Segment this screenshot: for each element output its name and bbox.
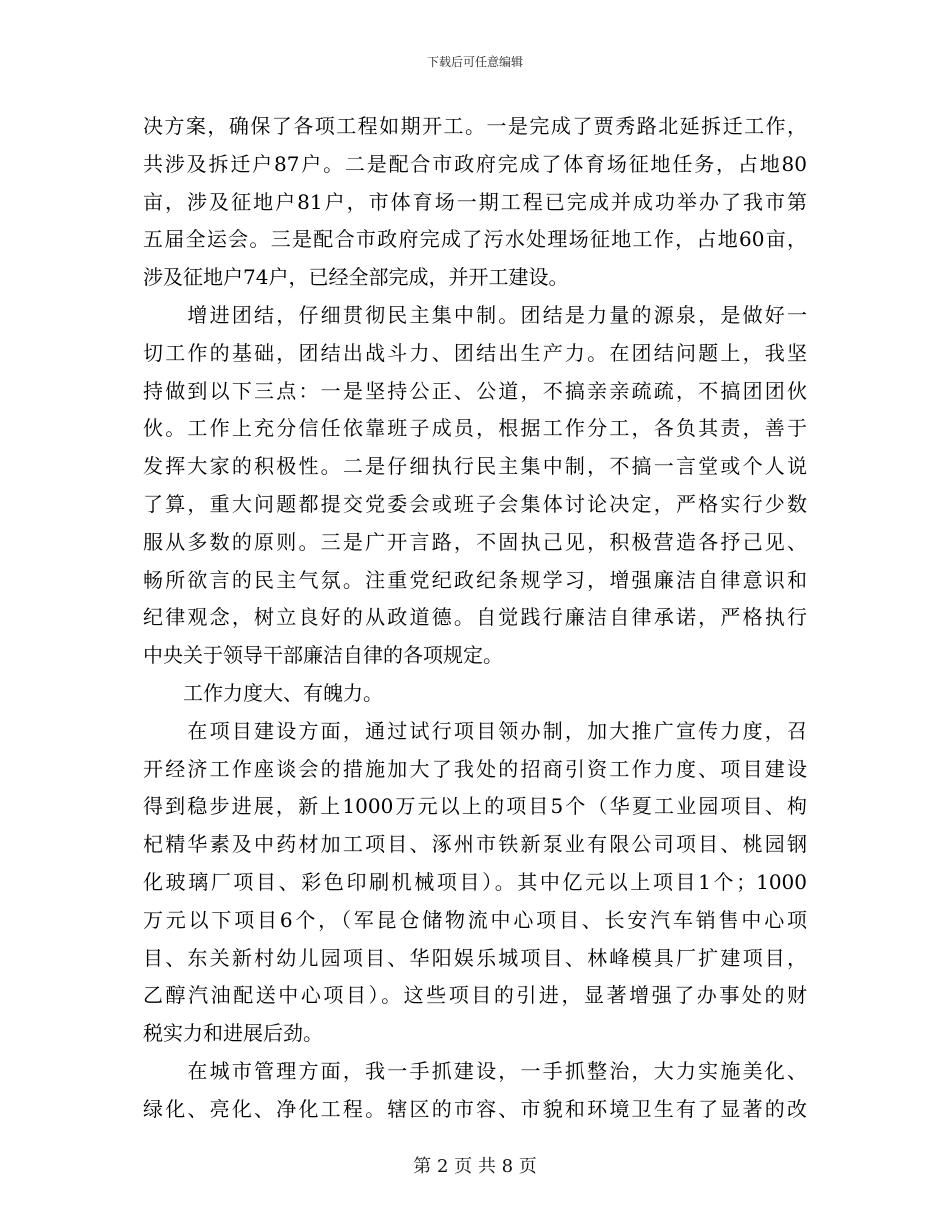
text-line: 在项目建设方面，通过试行项目领办制，加大推广宣传力度，召 bbox=[143, 718, 807, 743]
text-line: 开经济工作座谈会的措施加大了我处的招商引资工作力度、项目建设 bbox=[143, 756, 807, 781]
text-line: 服从多数的原则。三是广开言路，不固执己见，积极营造各抒己见、 bbox=[143, 529, 807, 554]
text-line: 了算，重大问题都提交党委会或班子会集体讨论决定，严格实行少数 bbox=[143, 491, 807, 516]
text-line: 乙醇汽油配送中心项目）。这些项目的引进，显著增强了办事处的财 bbox=[143, 983, 807, 1008]
text-line: 发挥大家的积极性。二是仔细执行民主集中制，不搞一言堂或个人说 bbox=[143, 454, 807, 479]
text-line: 工作力度大、有魄力。 bbox=[143, 680, 383, 705]
text-line: 切工作的基础，团结出战斗力、团结出生产力。在团结问题上，我坚 bbox=[143, 340, 807, 365]
text-line: 涉及征地户74户，已经全部完成，并开工建设。 bbox=[143, 265, 569, 290]
text-line: 畅所欲言的民主气氛。注重党纪政纪条规学习，增强廉洁自律意识和 bbox=[143, 567, 807, 592]
document-body bbox=[143, 108, 807, 1129]
text-line: 化玻璃厂项目、彩色印刷机械项目）。其中亿元以上项目1个；1000 bbox=[143, 869, 807, 894]
text-line: 万元以下项目6个，（军昆仓储物流中心项目、长安汽车销售中心项 bbox=[143, 907, 807, 932]
text-line: 决方案，确保了各项工程如期开工。一是完成了贾秀路北延拆迁工作， bbox=[143, 114, 807, 138]
text-line: 伙。工作上充分信任依靠班子成员，根据工作分工，各负其责，善于 bbox=[143, 416, 807, 441]
text-line: 增进团结，仔细贯彻民主集中制。团结是力量的源泉，是做好一 bbox=[143, 302, 807, 327]
page-number: 第 2 页 共 8 页 bbox=[413, 1156, 537, 1177]
text-line: 共涉及拆迁户87户。二是配合市政府完成了体育场征地任务，占地80 bbox=[143, 151, 807, 176]
text-line: 得到稳步进展，新上1000万元以上的项目5个（华夏工业园项目、枸 bbox=[143, 794, 807, 819]
text-line: 五届全运会。三是配合市政府完成了污水处理场征地工作，占地60亩， bbox=[143, 227, 807, 252]
text-line: 杞精华素及中药材加工项目、涿州市铁新泵业有限公司项目、桃园钢 bbox=[143, 832, 807, 857]
text-line: 持做到以下三点：一是坚持公正、公道，不搞亲亲疏疏，不搞团团伙 bbox=[143, 378, 807, 403]
page-header: 下载后可任意编辑 bbox=[426, 55, 523, 69]
text-line: 中央关于领导干部廉洁自律的各项规定。 bbox=[143, 643, 503, 668]
text-line: 亩，涉及征地户81户，市体育场一期工程已完成并成功举办了我市第 bbox=[143, 189, 807, 214]
text-line: 税实力和进展后劲。 bbox=[143, 1021, 323, 1046]
text-line: 在城市管理方面，我一手抓建设，一手抓整治，大力实施美化、 bbox=[143, 1058, 807, 1083]
text-line: 纪律观念，树立良好的从政道德。自觉践行廉洁自律承诺，严格执行 bbox=[143, 605, 807, 630]
text-line: 绿化、亮化、净化工程。辖区的市容、市貌和环境卫生有了显著的改 bbox=[143, 1096, 807, 1121]
text-line: 目、东关新村幼儿园项目、华阳娱乐城项目、林峰模具厂扩建项目， bbox=[143, 945, 807, 970]
